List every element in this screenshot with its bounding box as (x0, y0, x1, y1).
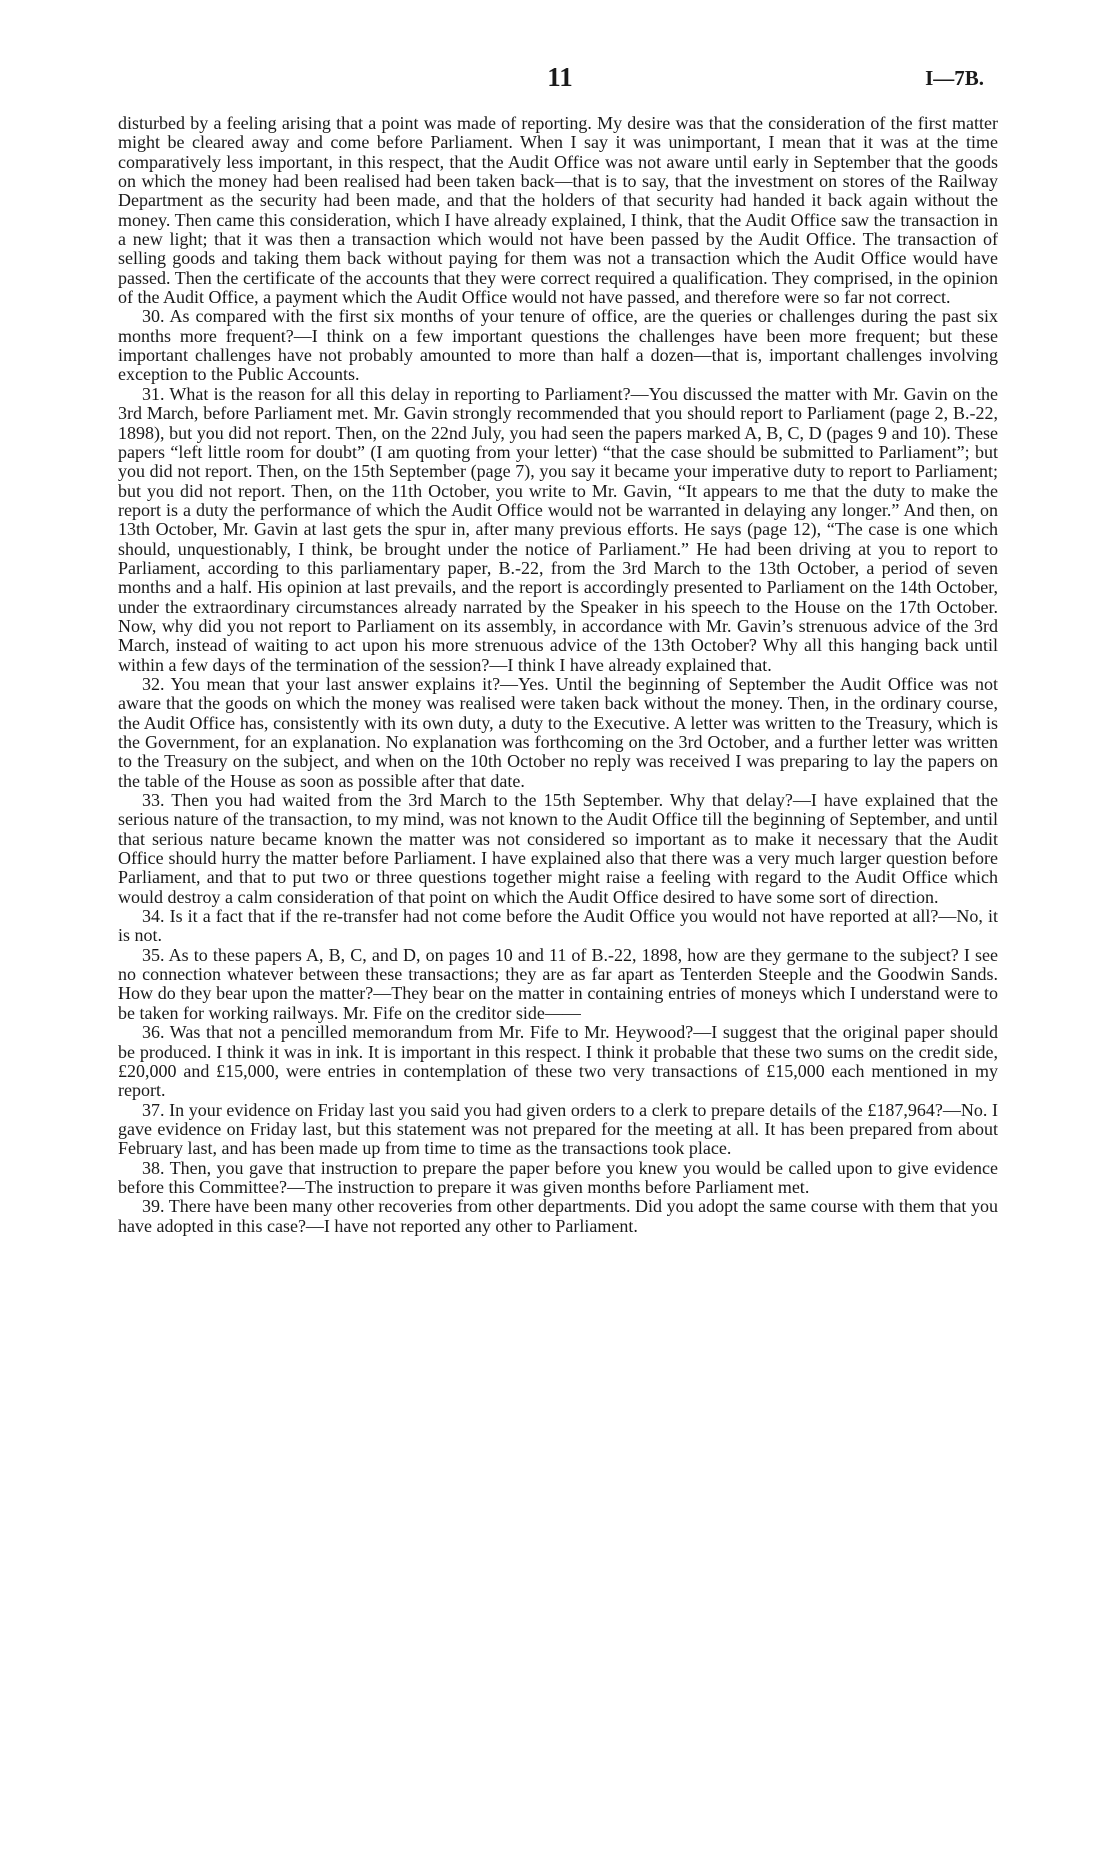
question-31: 31. What is the reason for all this delay in reporting to Parliament?—You discussed the matter with Mr. Gavin on the 3rd March, before Parliament met. Mr. Gavin strongly recommended that you should report to Parliament (page 2, B.-22, 1898), but you did not report. Then, on the 22nd July, you had seen the papers marked A, B, C, D (pages 9 and 10). These papers “left little room for doubt” (I am quoting from your letter) “that the case should be submitted to Parliament”; but you did not report. Then, on the 15th September (page 7), you say it became your imperative duty to report to Parliament; but you did not report. Then, on the 11th October, you write to Mr. Gavin, “It appears to me that the duty to make the report is a duty the performance of which the Audit Office would not be warranted in delaying any longer.” And then, on 13th October, Mr. Gavin at last gets the spur in, after many previous efforts. He says (page 12), “The case is one which should, unquestionably, I think, be brought under the notice of Parliament.” He had been driving at you to report to Parliament, according to this parliamentary paper, B.-22, from the 3rd March to the 13th October, a period of seven months and a half. His opinion at last prevails, and the report is accordingly presented to Parliament on the 14th October, under the extraordinary circumstances already narrated by the Speaker in his speech to the House on the 17th October. Now, why did you not report to Parliament on its assembly, in accordance with Mr. Gavin’s strenuous advice of the 3rd March, instead of waiting to act upon his more strenuous advice of the 13th October? Why all this hanging back until within a few days of the termination of the session?—I think I have already explained that. (118, 383, 998, 675)
question-38: 38. Then, you gave that instruction to prepare the paper before you knew you would be called upon to give evidence before this Committee?—The instruction to prepare it was given months before Parliament met. (118, 1157, 998, 1197)
question-39: 39. There have been many other recoveries from other departments. Did you adopt the same course with them that you have adopted in this case?—I have not reported any other to Parliament. (118, 1196, 998, 1236)
paragraph-continuation: disturbed by a feeling arising that a point was made of reporting. My desire was that the consideration of the first matter might be cleared away and come before Parliament. When I say it was unimportant, I mean that it was at the time comparatively less important, in this respect, that the Audit Office was not aware until early in September that the goods on which the money had been realised had been taken back—that is to say, that the investment on stores of the Railway Department as the security had been made, and that the holders of that security had handed it back again without the money. Then came this consideration, which I have already explained, I think, that the Audit Office saw the transaction in a new light; that it was then a transaction which would not have been passed by the Audit Office. The transaction of selling goods and taking them back without paying for them was not a transaction which the Audit Office would have passed. Then the certificate of the accounts that they were correct required a qualification. They comprised, in the opinion of the Audit Office, a payment which the Audit Office would not have passed, and therefore were so far not correct. (118, 113, 998, 308)
question-30: 30. As compared with the first six months of your tenure of office, are the queries or challenges during the past six months more frequent?—I think on a few important questions the challenges have been more frequent; but these important challenges have not probably amounted to more than half a dozen—that is, important challenges involving exception to the Public Accounts. (118, 306, 998, 385)
document-body (118, 114, 998, 1236)
question-35: 35. As to these papers A, B, C, and D, on pages 10 and 11 of B.-22, 1898, how are they germane to the subject? I see no connection whatever between these transactions; they are as far apart as Tenterden Steeple and the Goodwin Sands. How do they bear upon the matter?—They bear on the matter in containing entries of moneys which I understand were to be taken for working railways. Mr. Fife on the creditor side—— (118, 944, 998, 1023)
question-37: 37. In your evidence on Friday last you said you had given orders to a clerk to prepare details of the £187,964?—No. I gave evidence on Friday last, but this statement was not prepared for the meeting at all. It has been prepared from about February last, and has been made up from time to time as the transactions took place. (118, 1099, 998, 1159)
document-reference: I—7B. (925, 66, 984, 90)
question-32: 32. You mean that your last answer explains it?—Yes. Until the beginning of September the Audit Office was not aware that the goods on which the money was realised were taken back without the money. Then, in the ordinary course, the Audit Office has, consistently with its own duty, a duty to the Executive. A letter was written to the Treasury, which is the Government, for an explanation. No explanation was forthcoming on the 3rd October, and a further letter was written to the Treasury on the subject, and when on the 10th October no reply was received I was preparing to lay the papers on the table of the House as soon as possible after that date. (118, 673, 998, 791)
page-header (0, 62, 1114, 102)
page-number: 11 (547, 62, 573, 92)
question-33: 33. Then you had waited from the 3rd March to the 15th September. Why that delay?—I have explained that the serious nature of the transaction, to my mind, was not known to the Audit Office till the beginning of September, and until that serious nature became known the matter was not considered so important as to make it necessary that the Audit Office should hurry the matter before Parliament. I have explained also that there was a very much larger question before Parliament, and that to put two or three questions together might raise a feeling with regard to the Audit Office which would destroy a calm consideration of that point on which the Audit Office desired to have some sort of direction. (118, 790, 998, 907)
question-34: 34. Is it a fact that if the re-transfer had not come before the Audit Office you would not have reported at all?—No, it is not. (118, 906, 998, 946)
question-36: 36. Was that not a pencilled memorandum from Mr. Fife to Mr. Heywood?—I suggest that the original paper should be produced. I think it was in ink. It is important in this respect. I think it probable that these two sums on the credit side, £20,000 and £15,000, were entries in contemplation of these two very transactions of £15,000 each mentioned in my report. (118, 1022, 998, 1101)
